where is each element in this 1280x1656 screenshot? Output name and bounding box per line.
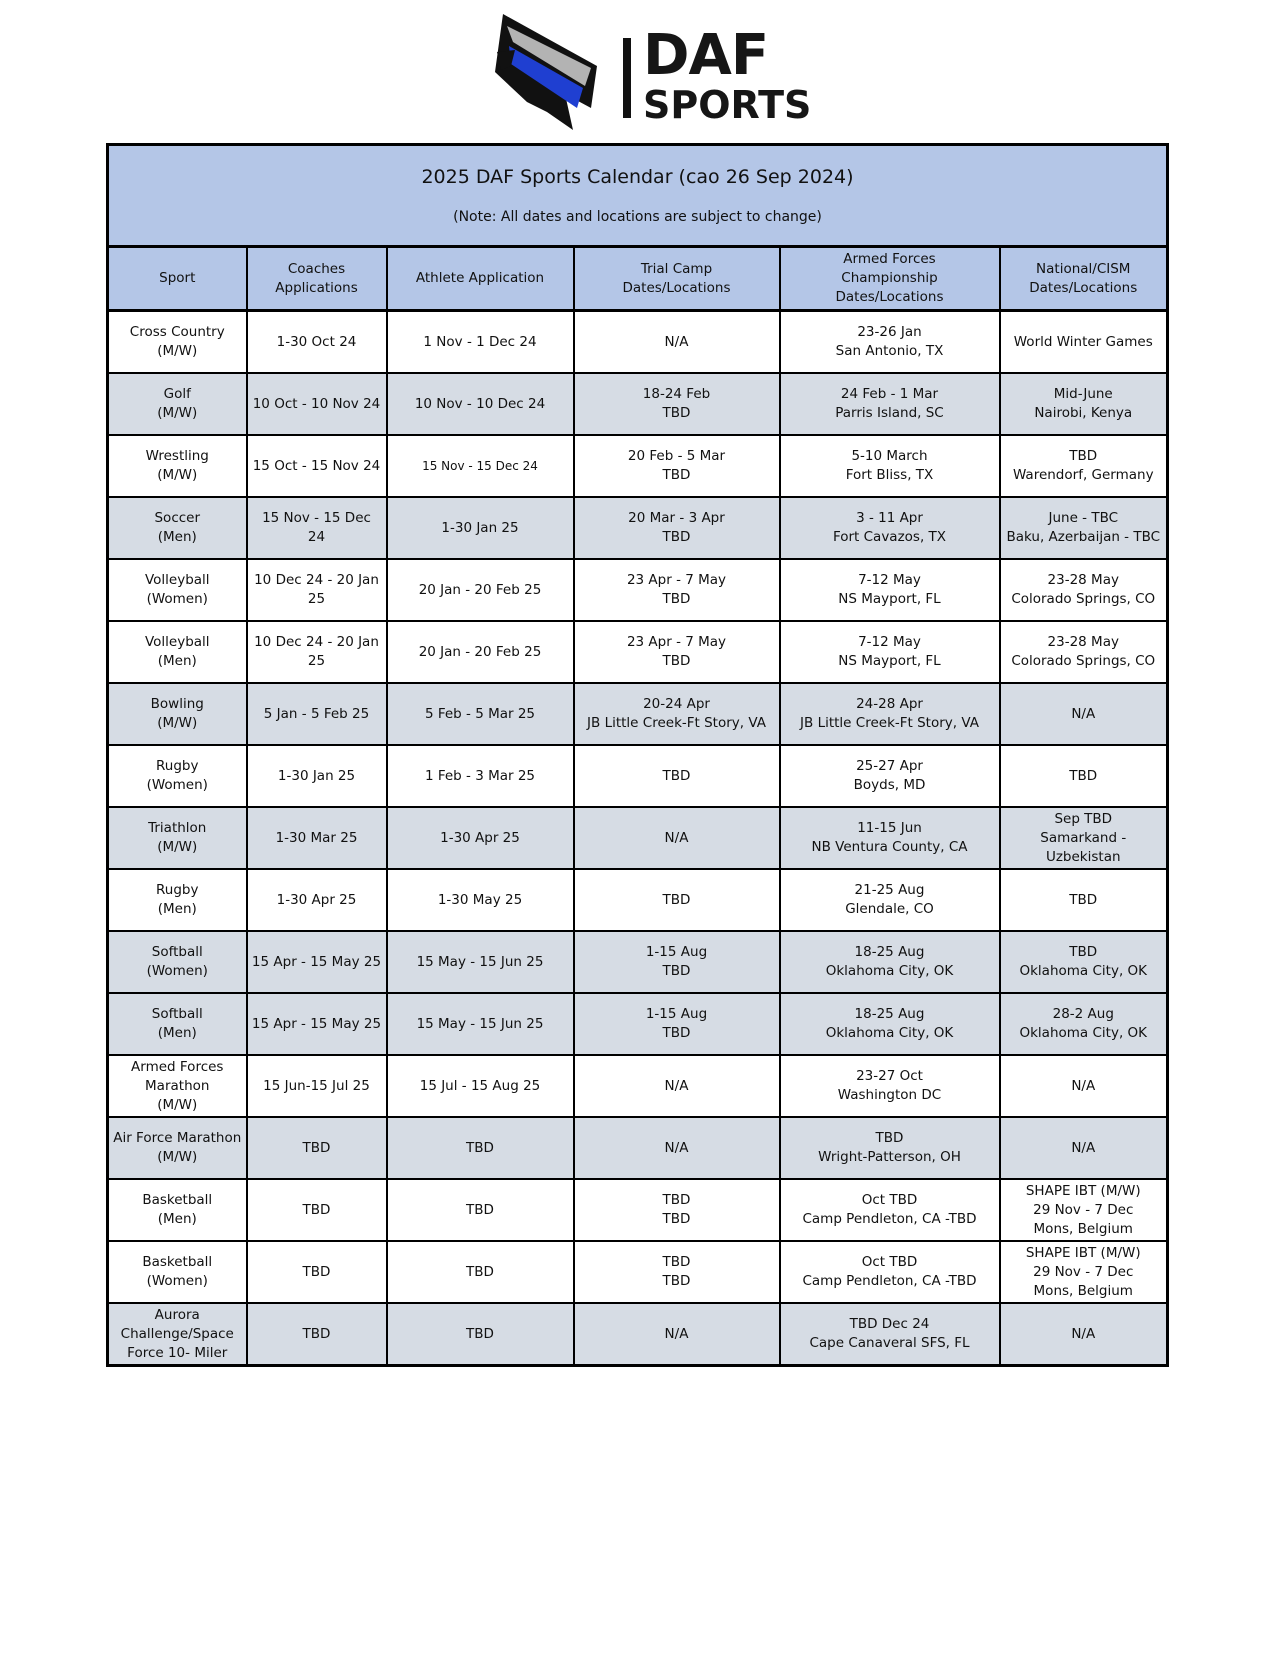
table-row [108, 745, 1168, 807]
table-title-cell [108, 145, 1168, 247]
table-row [108, 559, 1168, 621]
sport-cell: Soccer (Men) [108, 497, 247, 559]
athlete-cell: TBD [387, 1179, 574, 1241]
trial-cell: 1-15 Aug TBD [574, 993, 780, 1055]
coaches-cell: 1-30 Apr 25 [247, 869, 387, 931]
trial-cell: TBD [574, 869, 780, 931]
athlete-cell: 1-30 Apr 25 [387, 807, 574, 869]
athlete-cell: 1-30 May 25 [387, 869, 574, 931]
coaches-cell: 10 Oct - 10 Nov 24 [247, 373, 387, 435]
national-cell: 23-28 May Colorado Springs, CO [1000, 621, 1168, 683]
sport-cell: Armed Forces Marathon (M/W) [108, 1055, 247, 1117]
national-cell: 23-28 May Colorado Springs, CO [1000, 559, 1168, 621]
coaches-cell: TBD [247, 1117, 387, 1179]
national-cell: SHAPE IBT (M/W) 29 Nov - 7 Dec Mons, Belgium [1000, 1179, 1168, 1241]
logo-text-sports: SPORTS [643, 83, 812, 127]
trial-cell: 1-15 Aug TBD [574, 931, 780, 993]
trial-cell: 20 Feb - 5 Mar TBD [574, 435, 780, 497]
athlete-cell: 20 Jan - 20 Feb 25 [387, 559, 574, 621]
sport-cell: Basketball (Women) [108, 1241, 247, 1303]
table-title-row [108, 145, 1168, 247]
coaches-cell: 10 Dec 24 - 20 Jan 25 [247, 621, 387, 683]
athlete-cell: 1 Feb - 3 Mar 25 [387, 745, 574, 807]
sport-cell: Basketball (Men) [108, 1179, 247, 1241]
trial-cell: 20-24 Apr JB Little Creek-Ft Story, VA [574, 683, 780, 745]
afc-cell: 18-25 Aug Oklahoma City, OK [780, 931, 1000, 993]
coaches-cell: 10 Dec 24 - 20 Jan 25 [247, 559, 387, 621]
sport-cell: Softball (Women) [108, 931, 247, 993]
table-row [108, 1055, 1168, 1117]
national-cell: SHAPE IBT (M/W) 29 Nov - 7 Dec Mons, Belgium [1000, 1241, 1168, 1303]
trial-cell: N/A [574, 807, 780, 869]
afc-cell: Oct TBD Camp Pendleton, CA -TBD [780, 1241, 1000, 1303]
sport-cell: Rugby (Women) [108, 745, 247, 807]
header-national-cism: National/CISM Dates/Locations [1000, 247, 1168, 311]
table-row [108, 869, 1168, 931]
athlete-cell: TBD [387, 1241, 574, 1303]
afc-cell: TBD Wright-Patterson, OH [780, 1117, 1000, 1179]
national-cell: World Winter Games [1000, 311, 1168, 374]
coaches-cell: 15 Apr - 15 May 25 [247, 993, 387, 1055]
sport-cell: Rugby (Men) [108, 869, 247, 931]
daf-sports-emblem-icon [493, 12, 623, 140]
athlete-cell: 15 May - 15 Jun 25 [387, 993, 574, 1055]
afc-cell: 24-28 Apr JB Little Creek-Ft Story, VA [780, 683, 1000, 745]
national-cell: N/A [1000, 1303, 1168, 1366]
national-cell: Mid-June Nairobi, Kenya [1000, 373, 1168, 435]
national-cell: TBD Oklahoma City, OK [1000, 931, 1168, 993]
header-trial-camp: Trial Camp Dates/Locations [574, 247, 780, 311]
trial-cell: N/A [574, 1117, 780, 1179]
trial-cell: N/A [574, 1055, 780, 1117]
athlete-cell: 1 Nov - 1 Dec 24 [387, 311, 574, 374]
afc-cell: 7-12 May NS Mayport, FL [780, 621, 1000, 683]
trial-cell: TBD TBD [574, 1241, 780, 1303]
coaches-cell: TBD [247, 1241, 387, 1303]
afc-cell: 23-27 Oct Washington DC [780, 1055, 1000, 1117]
afc-cell: 21-25 Aug Glendale, CO [780, 869, 1000, 931]
coaches-cell: 5 Jan - 5 Feb 25 [247, 683, 387, 745]
athlete-cell: TBD [387, 1303, 574, 1366]
afc-cell: 11-15 Jun NB Ventura County, CA [780, 807, 1000, 869]
table-row [108, 1303, 1168, 1366]
athlete-cell: TBD [387, 1117, 574, 1179]
table-row [108, 683, 1168, 745]
athlete-cell: 15 May - 15 Jun 25 [387, 931, 574, 993]
table-row [108, 993, 1168, 1055]
trial-cell: N/A [574, 1303, 780, 1366]
coaches-cell: 15 Jun-15 Jul 25 [247, 1055, 387, 1117]
afc-cell: 24 Feb - 1 Mar Parris Island, SC [780, 373, 1000, 435]
athlete-cell: 15 Jul - 15 Aug 25 [387, 1055, 574, 1117]
afc-cell: 5-10 March Fort Bliss, TX [780, 435, 1000, 497]
logo-wordmark [643, 23, 812, 127]
afc-cell: 18-25 Aug Oklahoma City, OK [780, 993, 1000, 1055]
table-row [108, 373, 1168, 435]
sport-cell: Volleyball (Women) [108, 559, 247, 621]
table-row [108, 807, 1168, 869]
header-sport: Sport [108, 247, 247, 311]
table-row [108, 1241, 1168, 1303]
national-cell: N/A [1000, 683, 1168, 745]
afc-cell: TBD Dec 24 Cape Canaveral SFS, FL [780, 1303, 1000, 1366]
coaches-cell: 1-30 Jan 25 [247, 745, 387, 807]
coaches-cell: 15 Nov - 15 Dec 24 [247, 497, 387, 559]
sport-cell: Aurora Challenge/Space Force 10- Miler [108, 1303, 247, 1366]
trial-cell: 20 Mar - 3 Apr TBD [574, 497, 780, 559]
table-row [108, 435, 1168, 497]
daf-sports-logo [493, 12, 823, 140]
afc-cell: 7-12 May NS Mayport, FL [780, 559, 1000, 621]
national-cell: 28-2 Aug Oklahoma City, OK [1000, 993, 1168, 1055]
sport-cell: Air Force Marathon (M/W) [108, 1117, 247, 1179]
sport-cell: Softball (Men) [108, 993, 247, 1055]
sports-calendar-table [106, 143, 1169, 1367]
trial-cell: TBD [574, 745, 780, 807]
header-coaches-applications: Coaches Applications [247, 247, 387, 311]
national-cell: June - TBC Baku, Azerbaijan - TBC [1000, 497, 1168, 559]
header-athlete-application: Athlete Application [387, 247, 574, 311]
sport-cell: Triathlon (M/W) [108, 807, 247, 869]
table-row [108, 1117, 1168, 1179]
trial-cell: 18-24 Feb TBD [574, 373, 780, 435]
national-cell: N/A [1000, 1055, 1168, 1117]
afc-cell: 25-27 Apr Boyds, MD [780, 745, 1000, 807]
table-row [108, 621, 1168, 683]
coaches-cell: TBD [247, 1303, 387, 1366]
coaches-cell: TBD [247, 1179, 387, 1241]
athlete-cell: 10 Nov - 10 Dec 24 [387, 373, 574, 435]
athlete-cell: 5 Feb - 5 Mar 25 [387, 683, 574, 745]
national-cell: N/A [1000, 1117, 1168, 1179]
afc-cell: Oct TBD Camp Pendleton, CA -TBD [780, 1179, 1000, 1241]
table-row [108, 1179, 1168, 1241]
athlete-cell: 20 Jan - 20 Feb 25 [387, 621, 574, 683]
coaches-cell: 1-30 Oct 24 [247, 311, 387, 374]
trial-cell: 23 Apr - 7 May TBD [574, 559, 780, 621]
trial-cell: TBD TBD [574, 1179, 780, 1241]
trial-cell: 23 Apr - 7 May TBD [574, 621, 780, 683]
sport-cell: Volleyball (Men) [108, 621, 247, 683]
sport-cell: Golf (M/W) [108, 373, 247, 435]
athlete-cell: 1-30 Jan 25 [387, 497, 574, 559]
national-cell: TBD [1000, 745, 1168, 807]
afc-cell: 23-26 Jan San Antonio, TX [780, 311, 1000, 374]
trial-cell: N/A [574, 311, 780, 374]
coaches-cell: 1-30 Mar 25 [247, 807, 387, 869]
national-cell: TBD [1000, 869, 1168, 931]
logo-text-daf: DAF [643, 23, 769, 88]
header-armed-forces-championship: Armed Forces Championship Dates/Locations [780, 247, 1000, 311]
table-header-row [108, 247, 1168, 311]
table-title: 2025 DAF Sports Calendar (cao 26 Sep 2024) [421, 166, 854, 188]
table-row [108, 311, 1168, 374]
sport-cell: Wrestling (M/W) [108, 435, 247, 497]
sport-cell: Bowling (M/W) [108, 683, 247, 745]
table-row [108, 931, 1168, 993]
coaches-cell: 15 Apr - 15 May 25 [247, 931, 387, 993]
coaches-cell: 15 Oct - 15 Nov 24 [247, 435, 387, 497]
table-note: (Note: All dates and locations are subject to change) [453, 209, 822, 225]
athlete-cell: 15 Nov - 15 Dec 24 [387, 435, 574, 497]
national-cell: Sep TBD Samarkand - Uzbekistan [1000, 807, 1168, 869]
afc-cell: 3 - 11 Apr Fort Cavazos, TX [780, 497, 1000, 559]
table-row [108, 497, 1168, 559]
sport-cell: Cross Country (M/W) [108, 311, 247, 374]
logo-divider [623, 38, 631, 118]
national-cell: TBD Warendorf, Germany [1000, 435, 1168, 497]
